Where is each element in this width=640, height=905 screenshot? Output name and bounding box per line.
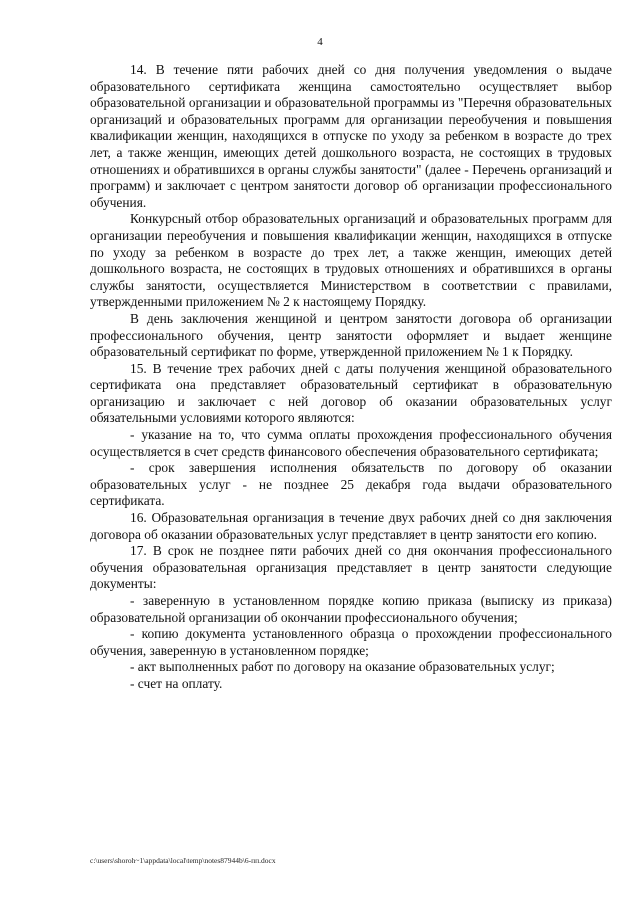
footer-file-path: c:\users\shoroh~1\appdata\local\temp\notes87944b\6-пп.docx <box>90 856 276 865</box>
paragraph-competitive-selection: Конкурсный отбор образовательных организаций и образовательных программ для организации переобучения и повышения квалификации женщин, находящихся в отпуске по уходу за ребенком в возрасте до трех лет, а также женщин, имеющих детей дошкольного возраста, не состоящих в трудовых отношениях и обратившихся в органы службы занятости, осуществляется Министерством в соответствии с правилами, утвержденными приложением № 2 к настоящему Порядку. <box>90 211 612 310</box>
paragraph-certificate-issue: В день заключения женщиной и центром занятости договора об организации профессионального обучения, центр занятости оформляет и выдает женщине образовательный сертификат по форме, утвержденной приложением № 1 к Порядку. <box>90 310 612 360</box>
paragraph-14: 14. В течение пяти рабочих дней со дня получения уведомления о выдаче образовательного сертификата женщина самостоятельно осуществляет выбор образовательной организации и образовательной программы из "Перечня образовательных организаций и образовательных программ для организации переобучения и повышения квалификации женщин, находящихся в отпуске по уходу за ребенком в возрасте до трех лет, а также женщин, имеющих детей дошкольного возраста, не состоящих в трудовых отношениях и обратившихся в органы службы занятости" (далее - Перечень организаций и программ) и заключает с центром занятости договор об организации профессионального обучения. <box>90 62 612 210</box>
paragraph-15: 15. В течение трех рабочих дней с даты получения женщиной образовательного сертификата она представляет образовательный сертификат в образовательную организацию и заключает с ней договор об оказании образовательных услуг обязательными условиями которого являются: <box>90 360 612 426</box>
paragraph-17: 17. В срок не позднее пяти рабочих дней со дня окончания профессионального обучения образовательная организация представляет в центр занятости следующие документы: <box>90 543 612 592</box>
list-item-deadline-condition: - срок завершения исполнения обязательств по договору об оказании образовательных услуг - не позднее 25 декабря года выдачи образовательного сертификата. <box>90 460 612 509</box>
paragraph-16: 16. Образовательная организация в течение двух рабочих дней со дня заключения договора об оказании образовательных услуг представляет в центр занятости его копию. <box>90 510 612 542</box>
list-item-document-copy: - копию документа установленного образца о прохождении профессионального обучения, заверенную в установленном порядке; <box>90 626 612 658</box>
list-item-order-copy: - заверенную в установленном порядке копию приказа (выписку из приказа) образовательной организации об окончании профессионального обучения; <box>90 593 612 625</box>
list-item-invoice: - счет на оплату. <box>130 675 223 691</box>
list-item-payment-condition: - указание на то, что сумма оплаты прохождения профессионального обучения осуществляется в счет средств финансового обеспечения образовательного сертификата; <box>90 427 612 459</box>
page-number: 4 <box>317 36 323 48</box>
document-body <box>90 62 612 693</box>
list-item-work-act: - акт выполненных работ по договору на оказание образовательных услуг; <box>130 659 555 675</box>
